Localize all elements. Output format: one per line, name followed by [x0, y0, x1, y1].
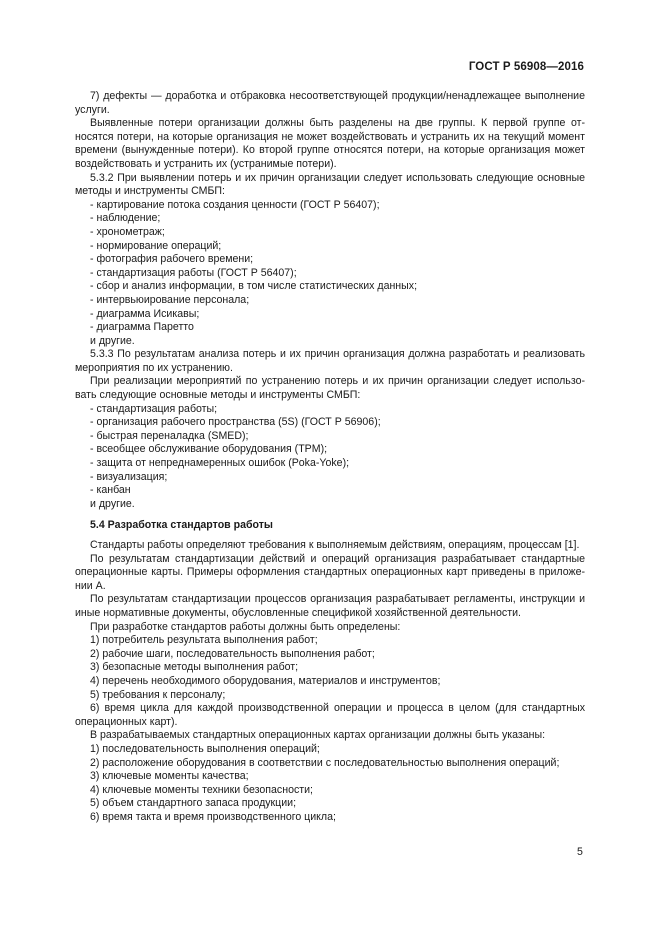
list-item: - диаграмма Исикавы; [90, 307, 200, 320]
list-item: 5) требования к персоналу; [90, 688, 226, 701]
list-item: 2) расположение оборудования в соответствии с последовательностью выполнения операций; [90, 756, 560, 769]
list-item: 2) рабочие шаги, последовательность выполнения работ; [90, 647, 375, 660]
paragraph: В разрабатываемых стандартных операционных картах организации должны быть указаны: [90, 729, 546, 742]
list-item: 4) перечень необходимого оборудования, материалов и инструментов; [90, 674, 441, 687]
list-item: - хронометраж; [90, 225, 165, 238]
section-heading: 5.4 Разработка стандартов работы [90, 519, 273, 532]
list-item: - фотография рабочего времени; [90, 253, 254, 266]
list-item: 6) время цикла для каждой производственной операции и процесса в целом (для стандартных операционных карт). [75, 702, 585, 728]
paragraph: Выявленные потери организации должны быть разделены на две группы. К первой группе относятся потери, на которые организация не может воздействовать и устранить их на текущий момент времени (вынужденные потери). Ко второй группе относятся потери, на которые организация может воздействовать и устранить их (устранимые потери). [75, 117, 585, 170]
list-item: - стандартизация работы; [90, 402, 218, 415]
tools-list [75, 403, 585, 512]
list-item: - защита от непреднамеренных ошибок (Poka-Yoke); [90, 457, 350, 470]
list-item: - канбан [90, 484, 131, 497]
methods-list [75, 199, 585, 349]
list-item: 1) последовательность выполнения операций; [90, 742, 320, 755]
list-item: - стандартизация работы (ГОСТ Р 56407); [90, 266, 297, 279]
paragraph: При реализации мероприятий по устранению потерь и их причин организации следует использовать следующие основные методы и инструменты СМБП: [75, 375, 585, 402]
list-item: - картирование потока создания ценности (ГОСТ Р 56407); [90, 198, 380, 211]
paragraph: По результатам стандартизации процессов организация разрабатывает регламенты, инструкции и иные нормативные документы, обусловленные спецификой хозяйственной деятельности. [75, 593, 585, 619]
list-item: 3) ключевые моменты качества; [90, 770, 249, 783]
paragraph: Стандарты работы определяют требования к выполняемым действиям, операциям, процессам [1]. [90, 539, 580, 551]
list-item: - нормирование операций; [90, 239, 222, 252]
list-item: - диаграмма Паретто [90, 321, 194, 334]
list-item: 3) безопасные методы выполнения работ; [90, 661, 299, 674]
list-item: - быстрая переналадка (SMED); [90, 429, 249, 442]
list-item: 4) ключевые моменты техники безопасности; [90, 783, 313, 796]
list-item: - организация рабочего пространства (5S) (ГОСТ Р 56906); [90, 416, 381, 429]
list-item: - всеобщее обслуживание оборудования (TPM); [90, 443, 328, 456]
paragraph: По результатам стандартизации действий и операций организация разрабатывает стандартные операционные карты. Примеры оформления стандартных операционных карт приведены в приложении А. [75, 552, 585, 592]
document-header: ГОСТ Р 56908—2016 [468, 61, 584, 73]
list-item: 6) время такта и время производственного цикла; [90, 810, 336, 823]
page-number: 5 [577, 846, 583, 858]
list-item: и другие. [90, 497, 135, 510]
list-item: и другие. [90, 334, 135, 347]
list-item: - наблюдение; [90, 212, 161, 225]
paragraph: 5.3.2 При выявлении потерь и их причин организации следует использовать следующие основные методы и инструменты СМБП: [75, 171, 585, 198]
standards-list [75, 634, 585, 729]
paragraph: 7) дефекты — доработка и отбраковка несоответствующей продукции/ненадлежащее выполнение услуги. [75, 90, 585, 116]
paragraph: 5.3.3 По результатам анализа потерь и их причин организация должна разработать и реализовать мероприятия по их устранению. [75, 348, 585, 374]
list-item: 1) потребитель результата выполнения работ; [90, 634, 318, 647]
list-item: - сбор и анализ информации, в том числе статистических данных; [90, 280, 418, 293]
list-item: - визуализация; [90, 470, 168, 483]
cards-list [75, 743, 585, 825]
list-item: 5) объем стандартного запаса продукции; [90, 797, 297, 810]
paragraph: При разработке стандартов работы должны быть определены: [90, 620, 401, 633]
page-content [75, 90, 585, 824]
list-item: - интервьюирование персонала; [90, 293, 250, 306]
